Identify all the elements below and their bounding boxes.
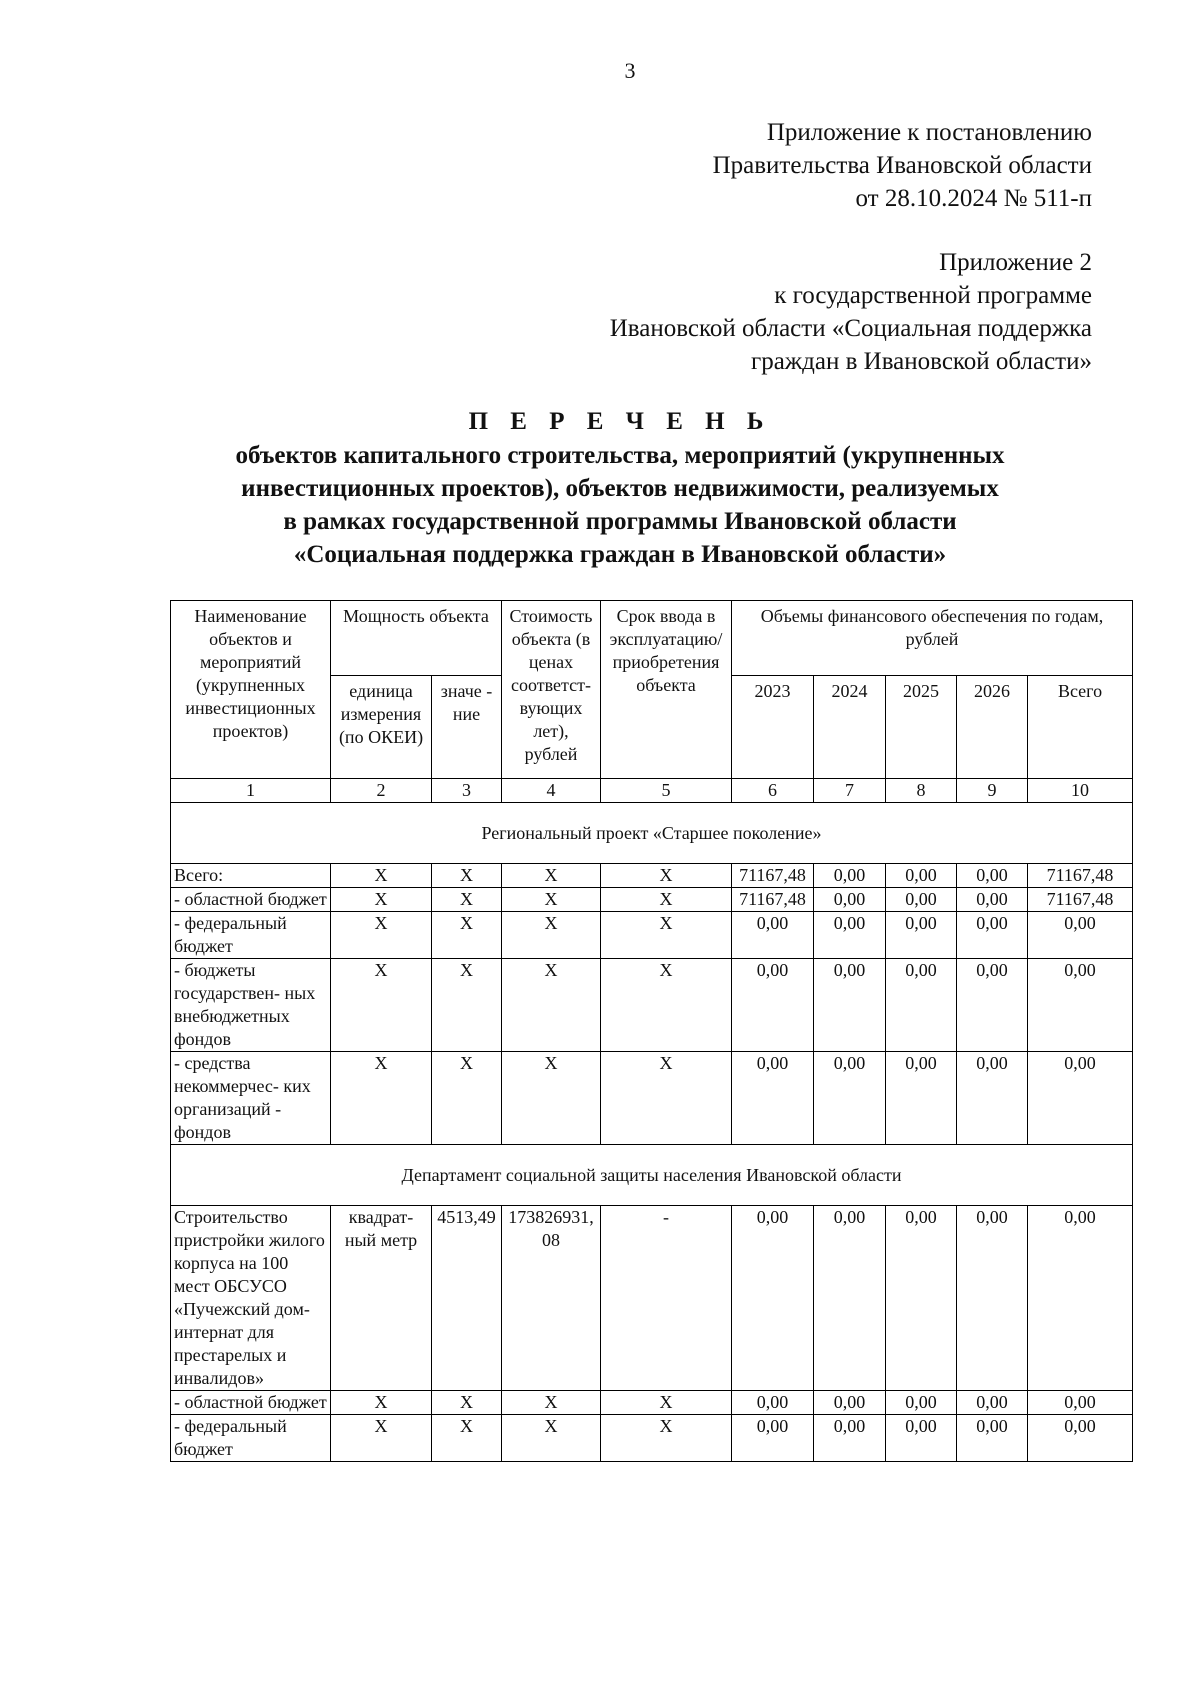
appendix-resolution-line: Приложение к постановлению [766,119,1092,146]
table-row [171,888,1133,912]
row-value-cell: 71167,48 [1028,888,1133,912]
row-value-cell: X [432,888,502,912]
row-value-cell: X [432,1415,502,1462]
column-number: 6 [732,779,814,803]
section2-body [171,1206,1133,1462]
appendix-program-line: Ивановской области «Социальная поддержка [609,315,1092,342]
row-value-cell: X [432,959,502,1052]
row-value-cell: 0,00 [732,1391,814,1415]
row-value-cell: X [432,1391,502,1415]
appendix-program-line: к государственной программе [774,282,1092,309]
column-number: 8 [886,779,957,803]
row-value-cell: 0,00 [814,888,886,912]
section-row [171,1145,1133,1206]
row-value-cell: X [601,912,732,959]
table-row [171,1415,1133,1462]
row-value-cell: 0,00 [957,1206,1028,1391]
row-value-cell: X [432,1052,502,1145]
row-value-cell: X [502,959,601,1052]
column-number: 7 [814,779,886,803]
table-row [171,1391,1133,1415]
section-title-regional-project: Региональный проект «Старшее поколение» [171,803,1133,864]
section-row [171,803,1133,864]
row-value-cell: X [502,1052,601,1145]
row-value-cell: 0,00 [957,959,1028,1052]
row-value-cell: 0,00 [1028,912,1133,959]
row-label-cell: - областной бюджет [171,888,331,912]
appendix-resolution-line: Правительства Ивановской области [712,152,1092,179]
appendix-resolution-line: от 28.10.2024 № 511-п [855,185,1092,212]
row-value-cell: X [601,1415,732,1462]
header-unit-cell: единица измерения (по ОКЕИ) [331,676,432,779]
row-value-cell: 0,00 [957,1415,1028,1462]
table-row [171,959,1133,1052]
header-name-cell: Наименование объектов и мероприятий (укрупненных инвестиционных проектов) [171,601,331,779]
row-value-cell: 4513,49 [432,1206,502,1391]
row-value-cell: 0,00 [814,1052,886,1145]
header-total: Всего [1028,676,1133,779]
appendix-program-line: Приложение 2 [939,249,1092,276]
row-value-cell: 0,00 [957,1052,1028,1145]
table-row [171,1052,1133,1145]
title-line: инвестиционных проектов), объектов недвижимости, реализуемых [241,475,999,502]
row-value-cell: 173826931, 08 [502,1206,601,1391]
row-value-cell: 0,00 [886,1206,957,1391]
row-value-cell: 0,00 [1028,959,1133,1052]
row-value-cell: X [432,864,502,888]
table-row [171,864,1133,888]
document-title [120,405,1120,571]
header-year-2026: 2026 [957,676,1028,779]
header-term-cell: Срок ввода в эксплуатацию/ приобретения объекта [601,601,732,779]
row-value-cell: X [432,912,502,959]
row-value-cell: 0,00 [886,912,957,959]
row-label-cell: - федеральный бюджет [171,1415,331,1462]
row-value-cell: X [601,888,732,912]
row-value-cell: 0,00 [1028,1206,1133,1391]
row-value-cell: X [331,959,432,1052]
row-value-cell: X [502,912,601,959]
row-value-cell: X [601,864,732,888]
row-value-cell: квадрат- ный метр [331,1206,432,1391]
appendix-program-block [610,246,1092,378]
column-number: 4 [502,779,601,803]
table-row [171,1206,1133,1391]
section1-body [171,864,1133,1145]
row-value-cell: X [502,1391,601,1415]
row-value-cell: X [331,1052,432,1145]
row-value-cell: 0,00 [814,1415,886,1462]
row-value-cell: 0,00 [886,1391,957,1415]
column-number: 1 [171,779,331,803]
row-value-cell: 0,00 [957,864,1028,888]
column-number: 10 [1028,779,1133,803]
row-value-cell: 0,00 [886,1415,957,1462]
row-value-cell: 0,00 [732,959,814,1052]
financing-table [170,600,1133,1462]
header-year-2023: 2023 [732,676,814,779]
row-value-cell: 0,00 [814,912,886,959]
row-value-cell: 0,00 [957,888,1028,912]
row-value-cell: X [331,1391,432,1415]
header-funding-cell: Объемы финансового обеспечения по годам, рублей [732,601,1133,676]
row-value-cell: 0,00 [732,1415,814,1462]
row-label-cell: Строительство пристройки жилого корпуса на 100 мест ОБСУСО «Пучежский дом-интернат для престарелых и инвалидов» [171,1206,331,1391]
row-value-cell: 71167,48 [732,888,814,912]
title-line: в рамках государственной программы Ивановской области [283,508,957,535]
section-title-department: Департамент социальной защиты населения Ивановской области [171,1145,1133,1206]
row-value-cell: X [502,1415,601,1462]
row-value-cell: 0,00 [886,888,957,912]
row-value-cell: 0,00 [1028,1052,1133,1145]
row-label-cell: - бюджеты государствен- ных внебюджетных фондов [171,959,331,1052]
table-row [171,912,1133,959]
column-number: 2 [331,779,432,803]
row-value-cell: 0,00 [957,912,1028,959]
row-value-cell: 0,00 [732,1206,814,1391]
row-value-cell: - [601,1206,732,1391]
header-capacity-cell: Мощность объекта [331,601,502,676]
row-value-cell: 0,00 [814,1391,886,1415]
row-value-cell: 71167,48 [732,864,814,888]
row-value-cell: 0,00 [957,1391,1028,1415]
row-value-cell: 71167,48 [1028,864,1133,888]
row-value-cell: 0,00 [886,864,957,888]
row-value-cell: X [601,959,732,1052]
row-value-cell: 0,00 [886,1052,957,1145]
row-value-cell: 0,00 [886,959,957,1052]
header-row-1 [171,601,1133,676]
column-number: 5 [601,779,732,803]
title-line: объектов капитального строительства, мероприятий (укрупненных [235,442,1005,469]
row-value-cell: 0,00 [732,1052,814,1145]
title-heading: П Е Р Е Ч Е Н Ь [468,408,772,435]
row-value-cell: 0,00 [732,912,814,959]
appendix-program-line: граждан в Ивановской области» [751,348,1092,375]
column-number-row [171,779,1133,803]
column-number: 3 [432,779,502,803]
row-label-cell: Всего: [171,864,331,888]
row-value-cell: 0,00 [814,864,886,888]
row-value-cell: X [601,1052,732,1145]
column-number: 9 [957,779,1028,803]
header-year-2024: 2024 [814,676,886,779]
row-value-cell: X [331,864,432,888]
row-value-cell: X [331,1415,432,1462]
row-label-cell: - областной бюджет [171,1391,331,1415]
page-number: 3 [624,58,636,83]
header-value-cell: значе - ние [432,676,502,779]
row-value-cell: X [502,888,601,912]
row-label-cell: - федеральный бюджет [171,912,331,959]
header-year-2025: 2025 [886,676,957,779]
row-value-cell: 0,00 [1028,1415,1133,1462]
row-value-cell: X [331,888,432,912]
title-line: «Социальная поддержка граждан в Ивановской области» [293,541,947,568]
row-value-cell: 0,00 [1028,1391,1133,1415]
row-value-cell: X [601,1391,732,1415]
row-value-cell: X [331,912,432,959]
row-value-cell: 0,00 [814,1206,886,1391]
row-label-cell: - средства некоммерчес- ких организаций - фондов [171,1052,331,1145]
appendix-resolution-block [713,116,1092,215]
header-cost-cell: Стоимость объекта (в ценах соответст- вующих лет), рублей [502,601,601,779]
row-value-cell: X [502,864,601,888]
row-value-cell: 0,00 [814,959,886,1052]
